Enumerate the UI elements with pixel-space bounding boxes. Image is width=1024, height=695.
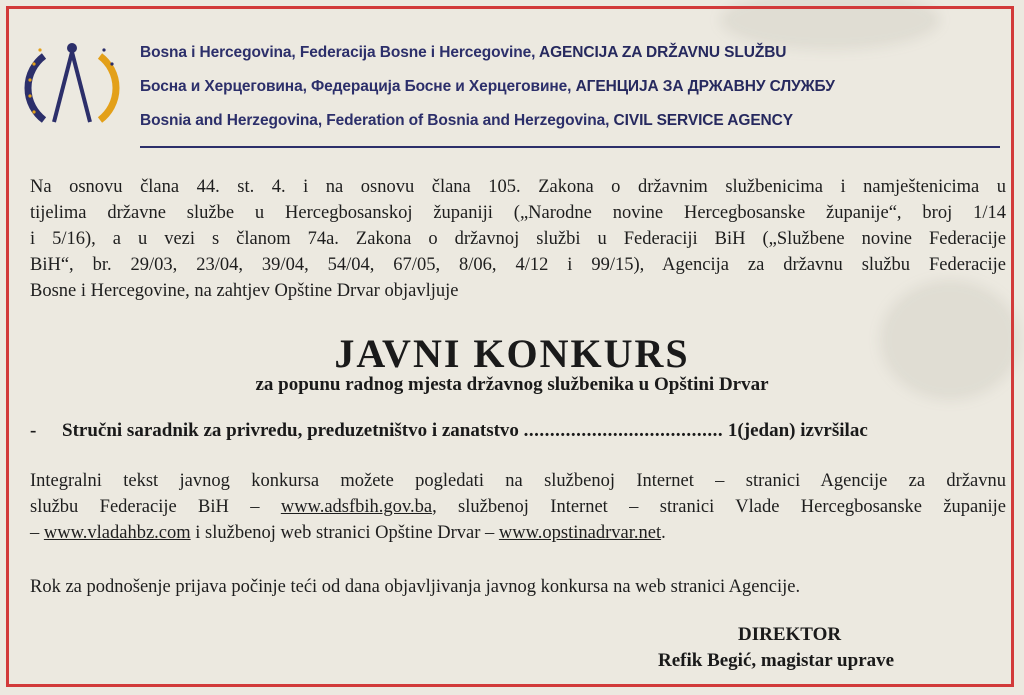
header-country-cyrillic: Босна и Херцеговина, Федерација Босне и Херцеговине,: [140, 78, 576, 95]
notice-subtitle: za popunu radnog mjesta državnog službenika u Opštini Drvar: [255, 374, 769, 395]
link-adsfbih[interactable]: www.adsfbih.gov.ba: [280, 497, 433, 517]
intro-line: BiH“, br. 29/03, 23/04, 39/04, 54/04, 67/05, 8/06, 4/12 i 99/15), Agencija za državnu službu Federacije: [30, 255, 1006, 275]
integral-text: i službenoj web stranici Opštine Drvar –: [190, 523, 499, 543]
intro-paragraph: [30, 174, 1006, 304]
integral-text: –: [30, 523, 44, 543]
header-country-english: Bosnia and Herzegovina, Federation of Bosnia and Herzegovina,: [140, 112, 614, 129]
agency-logo-icon: [24, 34, 120, 134]
integral-line: [30, 494, 1006, 520]
integral-text-paragraph: [30, 468, 1006, 546]
position-name: Stručni saradnik za privredu, preduzetništvo i zanatstvo: [62, 420, 519, 441]
deadline-text: Rok za podnošenje prijava počinje teći od dana objavljivanja javnog konkursa na web stranici Agencije.: [30, 577, 801, 597]
header-agency-cyrillic: АГЕНЦИЈА ЗА ДРЖАВНУ СЛУЖБУ: [575, 78, 835, 95]
header-agency-bosnian: AGENCIJA ZA DRŽAVNU SLUŽBU: [539, 44, 787, 61]
notice-title: JAVNI KONKURS: [334, 331, 690, 376]
signature-title: DIREKTOR: [738, 624, 842, 645]
header-line-cyrillic: [140, 78, 835, 96]
intro-line: tijelima državne službe u Hercegbosanskoj županiji („Narodne novine Hercegbosanske županije“, broj 1/14: [30, 203, 1006, 223]
header-line-bosnian: [140, 44, 786, 62]
signature-name: Refik Begić, magistar uprave: [658, 650, 895, 671]
integral-line: [30, 520, 1006, 546]
header-country-bosnian: Bosna i Hercegovina, Federacija Bosne i Hercegovine,: [140, 44, 539, 61]
integral-text: .: [661, 523, 666, 543]
header-line-english: [140, 112, 793, 130]
intro-line: Bosne i Hercegovine, na zahtjev Opštine Drvar objavljuje: [30, 281, 459, 301]
position-listing: [30, 420, 1006, 442]
position-count: 1(jedan) izvršilac: [727, 420, 868, 441]
position-bullet: -: [30, 420, 37, 441]
integral-text: službu Federacije BiH –: [30, 497, 281, 517]
intro-line: i 5/16), a u vezi s članom 74a. Zakona o državnoj službi u Federaciji BiH („Službene novine Federacije: [30, 229, 1006, 249]
intro-line: Na osnovu člana 44. st. 4. i na osnovu člana 105. Zakona o državnim službenicima i namještenicima u: [30, 177, 1006, 197]
link-opstinadrvar[interactable]: www.opstinadrvar.net: [498, 523, 662, 543]
integral-text: , službenoj Internet – stranici Vlade Hercegbosanske županije: [432, 497, 1006, 517]
header-divider: [140, 146, 1000, 148]
link-vladahbz[interactable]: www.vladahbz.com: [43, 523, 191, 543]
header-agency-english: CIVIL SERVICE AGENCY: [613, 112, 793, 129]
position-leader-dots: ......................................: [523, 420, 724, 441]
integral-line: Integralni tekst javnog konkursa možete pogledati na službenoj Internet – stranici Agencije za državnu: [30, 471, 1006, 491]
